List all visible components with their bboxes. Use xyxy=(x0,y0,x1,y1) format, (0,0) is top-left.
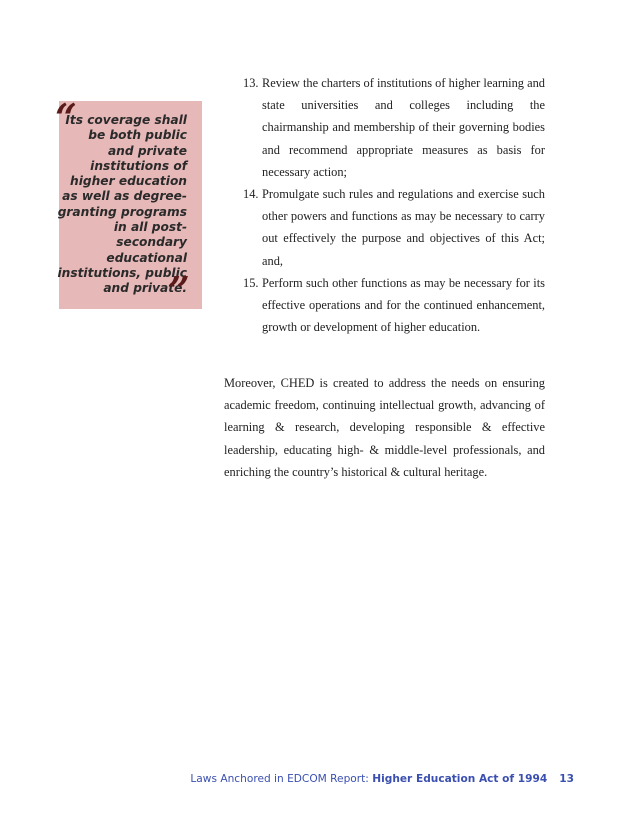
pull-quote-line: granting programs xyxy=(57,204,187,219)
list-item-text: Promulgate such rules and regulations and exercise such other powers and functions as may be necessary to carry out effectively the purpose and objectives of this Act; and, xyxy=(262,187,545,268)
list-item-number: 13. xyxy=(243,76,259,90)
pull-quote-line: in all post- xyxy=(113,220,187,235)
close-quote-mark: ” xyxy=(168,268,190,313)
body-paragraph: Moreover, CHED is created to address the needs on ensuring academic freedom, continuing intellectual growth, advancing of learning & research, developing responsible & effective leadership, educating high- & middle-level professionals, and enriching the country’s historical & cultural heritage. xyxy=(224,376,545,479)
list-item-number: 15. xyxy=(243,275,259,290)
list-item-text: Perform such other functions as may be necessary for its effective operations and for the continued enhancement, growth or development of higher education. xyxy=(262,275,545,335)
page-footer xyxy=(160,773,574,785)
pull-quote-line: as well as degree- xyxy=(62,189,187,204)
pull-quote-line: and private. xyxy=(103,281,187,296)
list-item xyxy=(224,183,545,272)
list-item xyxy=(224,72,545,183)
pull-quote-line: institutions, public xyxy=(57,265,187,280)
pull-quote-line: educational xyxy=(106,250,187,265)
footer-prefix: Laws Anchored in EDCOM Report: xyxy=(190,773,373,785)
page-number: 13 xyxy=(559,773,574,785)
list-item xyxy=(224,272,545,339)
numbered-list xyxy=(224,72,545,338)
pull-quote-line: be both public xyxy=(88,128,187,143)
pull-quote-line: higher education xyxy=(70,174,187,189)
pull-quote-line: Its coverage shall xyxy=(65,113,187,127)
list-item-text: Review the charters of institutions of higher learning and state universities and colleges including the chairmanship and membership of their governing bodies and recommend appropriate measures as basis for necessary action; xyxy=(262,76,545,179)
pull-quote-line: secondary xyxy=(116,235,187,250)
pull-quote-line: and private xyxy=(107,143,187,158)
footer-title: Higher Education Act of 1994 xyxy=(372,773,548,785)
pull-quote-line: institutions of xyxy=(90,158,187,173)
list-item-number: 14. xyxy=(243,187,259,202)
open-quote-mark: “ xyxy=(55,95,77,140)
